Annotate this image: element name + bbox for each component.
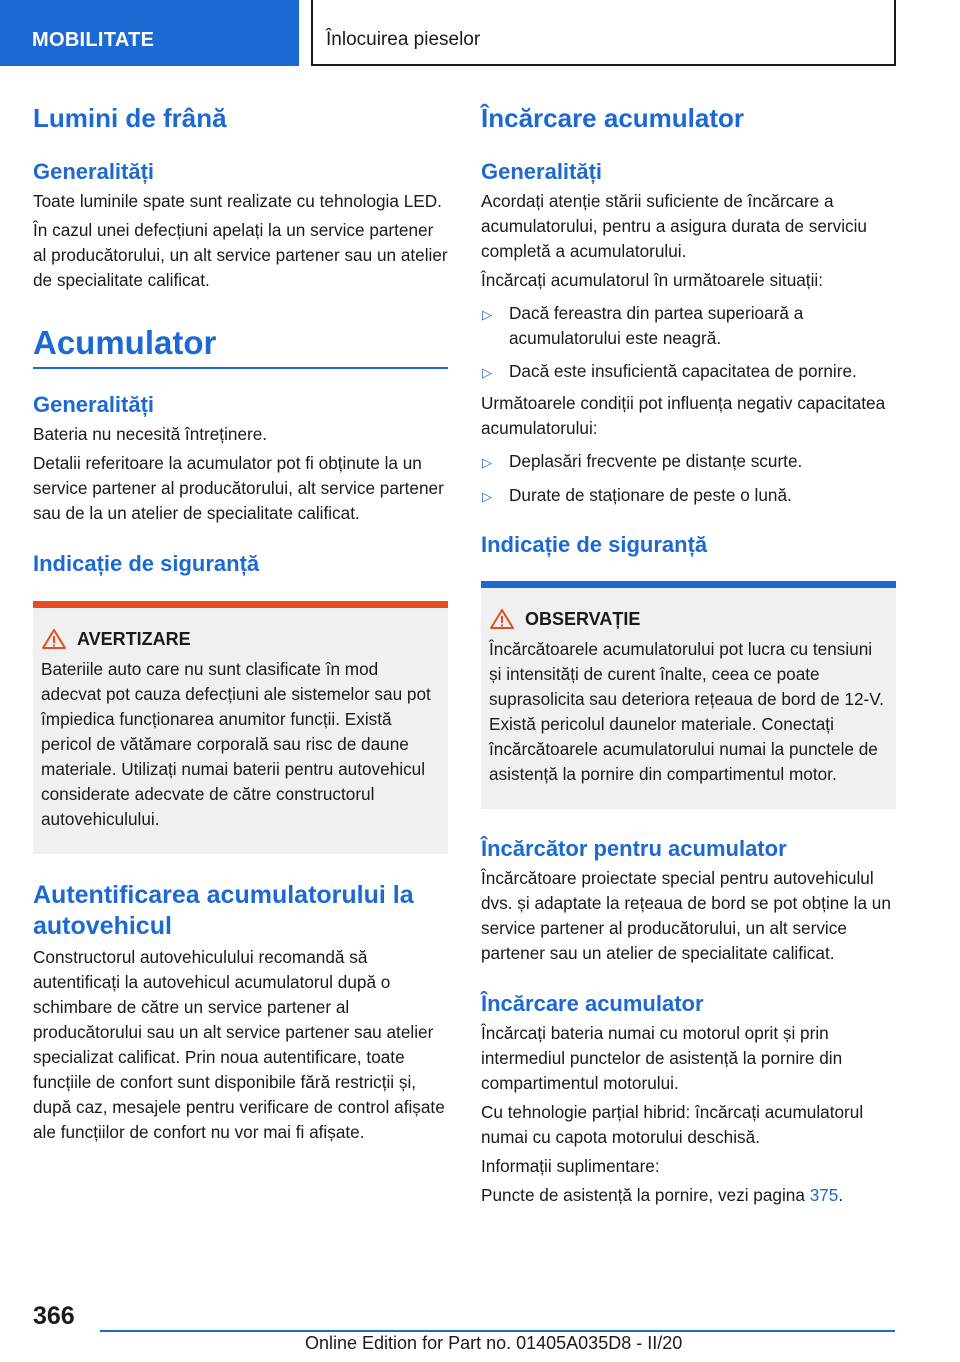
section-tab: MOBILITATE <box>0 0 299 66</box>
charging-paragraph-1: Acordați atenție stării suficiente de încărcare a acumulatorului, pentru a asigura durata de serviciu completă a acumulatorului. <box>481 191 867 261</box>
warning-box <box>33 601 448 854</box>
warning-triangle-icon <box>489 608 515 630</box>
right-safety-heading: Indicație de siguranță <box>481 532 708 557</box>
authentication-heading: Autentificarea acumulatorului la autovehicul <box>33 881 414 940</box>
charger-paragraph: Încărcătoare proiectate special pentru autovehiculul dvs. și adaptate la rețeaua de bord se pot obține la un service partener al producătorului, un alt service partener sau un atelier de specialitate calificat. <box>481 868 891 963</box>
page-header <box>0 0 960 66</box>
charging-paragraph-2: Încărcați acumulatorul în următoarele situații: <box>481 270 823 290</box>
notice-label: OBSERVAȚIE <box>525 608 641 629</box>
page-reference-link[interactable]: 375 <box>809 1185 839 1205</box>
brake-lights-heading: Lumini de frână <box>33 103 227 133</box>
charging-2-paragraph-4: Puncte de asistență la pornire, vezi pagina 375. <box>481 1185 844 1205</box>
notice-box <box>481 581 896 809</box>
list-item: ▷ Deplasări frecvente pe distanțe scurte. <box>481 449 896 475</box>
charging-heading: Încărcare acumulator <box>481 103 745 133</box>
chapter-title: Înlocuirea pieselor <box>311 0 896 66</box>
accumulator-paragraph-1: Bateria nu necesită întreținere. <box>33 424 268 444</box>
notice-text: Încărcătoarele acumulatorului pot lucra cu tensiuni și intensități de curent înalte, ceea ce poate suprasolicita sau deteriora rețeaua de bord de 12-V. Există pericolul daunelor materiale. Conectați încărcătoarele acumulatorului numai la punctele de asistență la pornire din compartimentul motor. <box>489 639 884 784</box>
triangle-bullet-icon: ▷ <box>482 455 492 470</box>
authentication-paragraph: Constructorul autovehiculului recomandă să autentificați la autovehicul acumulatorul după o schimbare de către un service partener al producătorului sau un alt service partener sau atelier specializat calificat. Prin noua autentificare, toate funcțiile de confort sunt disponibile fără restricții și, după caz, mesajele pentru verificare de control afișate ale funcțiilor de confort nu vor mai fi afișate. <box>33 947 445 1142</box>
accumulator-general-heading: Generalități <box>33 392 155 417</box>
left-column <box>33 102 448 1145</box>
brake-paragraph-2: În cazul unei defecțiuni apelați la un service partener al producătorului, un alt service partener sau un atelier de specialitate calificat. <box>33 220 448 290</box>
warning-text: Bateriile auto care nu sunt clasificate în mod adecvat pot cauza defecțiuni ale sistemelor sau pot împiedica funcționarea anumitor funcții. Există pericol de vătămare corporală sau risc de daune materiale. Utilizați numai baterii pentru autovehicul considerate adecvate de către constructorul autovehiculului. <box>41 659 431 829</box>
accumulator-paragraph-2: Detalii referitoare la acumulator pot fi obținute la un service partener al producătorului, alt service partener sau de la un atelier de specialitate calificat. <box>33 453 444 523</box>
charging-paragraph-3: Următoarele condiții pot influența negativ capacitatea acumulatorului: <box>481 393 886 438</box>
footer-divider <box>100 1330 895 1332</box>
brake-general-heading: Generalități <box>33 159 155 184</box>
right-column <box>481 102 896 1208</box>
notice-title <box>489 608 888 630</box>
charging-general-heading: Generalități <box>481 159 603 184</box>
list-item: ▷ Durate de staționare de peste o lună. <box>481 483 896 509</box>
charger-heading: Încărcător pentru acumulator <box>481 836 787 861</box>
warning-label: AVERTIZARE <box>77 628 191 649</box>
list-item: ▷ Dacă este insuficientă capacitatea de pornire. <box>481 359 896 385</box>
warning-title <box>41 628 440 650</box>
left-safety-heading: Indicație de siguranță <box>33 551 260 576</box>
triangle-bullet-icon: ▷ <box>482 307 492 322</box>
charging-2-paragraph-2: Cu tehnologie parțial hibrid: încărcați acumulatorul numai cu capota motorului deschisă. <box>481 1102 864 1147</box>
charging-2-paragraph-1: Încărcați bateria numai cu motorul oprit și prin intermediul punctelor de asistență la pornire din compartimentul motorului. <box>481 1023 843 1093</box>
warning-triangle-icon <box>41 628 67 650</box>
brake-paragraph-1: Toate luminile spate sunt realizate cu tehnologia LED. <box>33 191 442 211</box>
accumulator-heading: Acumulator <box>33 323 448 369</box>
charging-2-paragraph-3: Informații suplimentare: <box>481 1156 660 1176</box>
charging-2-heading: Încărcare acumulator <box>481 991 704 1016</box>
triangle-bullet-icon: ▷ <box>482 489 492 504</box>
list-item: ▷ Dacă fereastra din partea superioară a acumulatorului este neagră. <box>481 301 896 351</box>
page-number: 366 <box>33 1302 75 1330</box>
triangle-bullet-icon: ▷ <box>482 365 492 380</box>
edition-text: Online Edition for Part no. 01405A035D8 - II/20 <box>305 1333 683 1353</box>
